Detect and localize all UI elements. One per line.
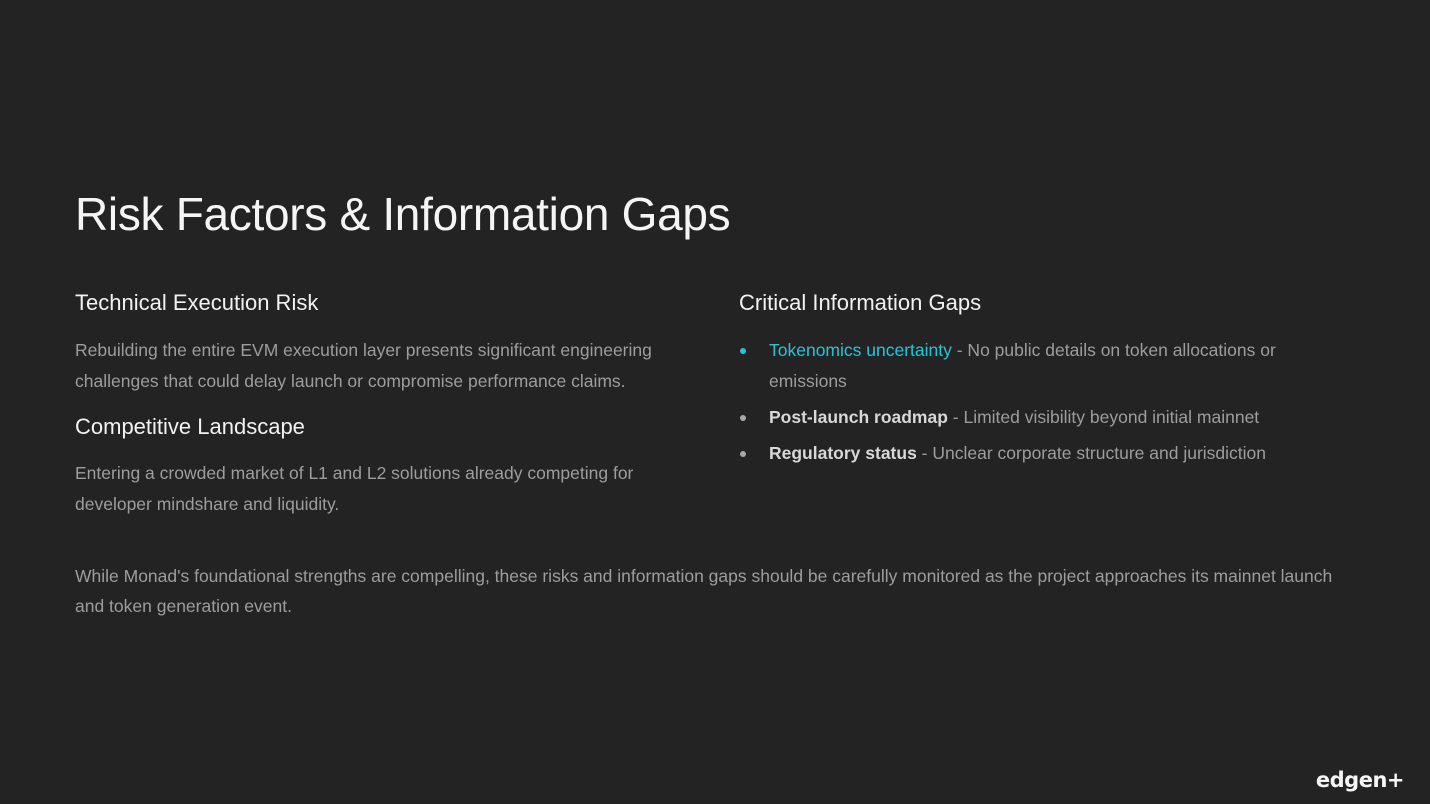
gap-description: - Unclear corporate structure and jurisdiction: [916, 443, 1266, 463]
slide-title: Risk Factors & Information Gaps: [75, 188, 731, 240]
bullet-dot-icon: [740, 451, 746, 457]
gap-term: Tokenomics uncertainty: [769, 340, 952, 360]
section-body-technical-risk: Rebuilding the entire EVM execution layer presents significant engineering challenges that could delay launch or compromise performance claims.: [75, 340, 652, 391]
bullet-dot-icon: [740, 348, 746, 354]
list-item-roadmap: [739, 402, 1339, 433]
edgen-logo: edgen+: [1315, 768, 1404, 792]
gap-description: - Limited visibility beyond initial mainnet: [947, 407, 1260, 427]
left-column: [75, 288, 695, 520]
list-item-regulatory: [739, 438, 1339, 469]
section-heading-technical-risk: Technical Execution Risk: [75, 290, 319, 315]
bullet-dot-icon: [740, 415, 746, 421]
right-column: [739, 288, 1339, 474]
section-heading-competitive-landscape: Competitive Landscape: [75, 414, 305, 439]
information-gaps-list: [739, 335, 1339, 469]
list-item-tokenomics: [739, 335, 1339, 397]
gap-term: Regulatory status: [769, 443, 917, 463]
section-body-competitive-landscape: Entering a crowded market of L1 and L2 solutions already competing for developer mindshare and liquidity.: [75, 463, 634, 514]
gap-description: - No public details on token allocations or emissions: [769, 340, 1276, 391]
gap-term: Post-launch roadmap: [769, 407, 948, 427]
conclusion-text: While Monad's foundational strengths are compelling, these risks and information gaps should be carefully monitored as the project approaches its mainnet launch and token generation event.: [75, 566, 1333, 616]
section-heading-information-gaps: Critical Information Gaps: [739, 290, 982, 315]
